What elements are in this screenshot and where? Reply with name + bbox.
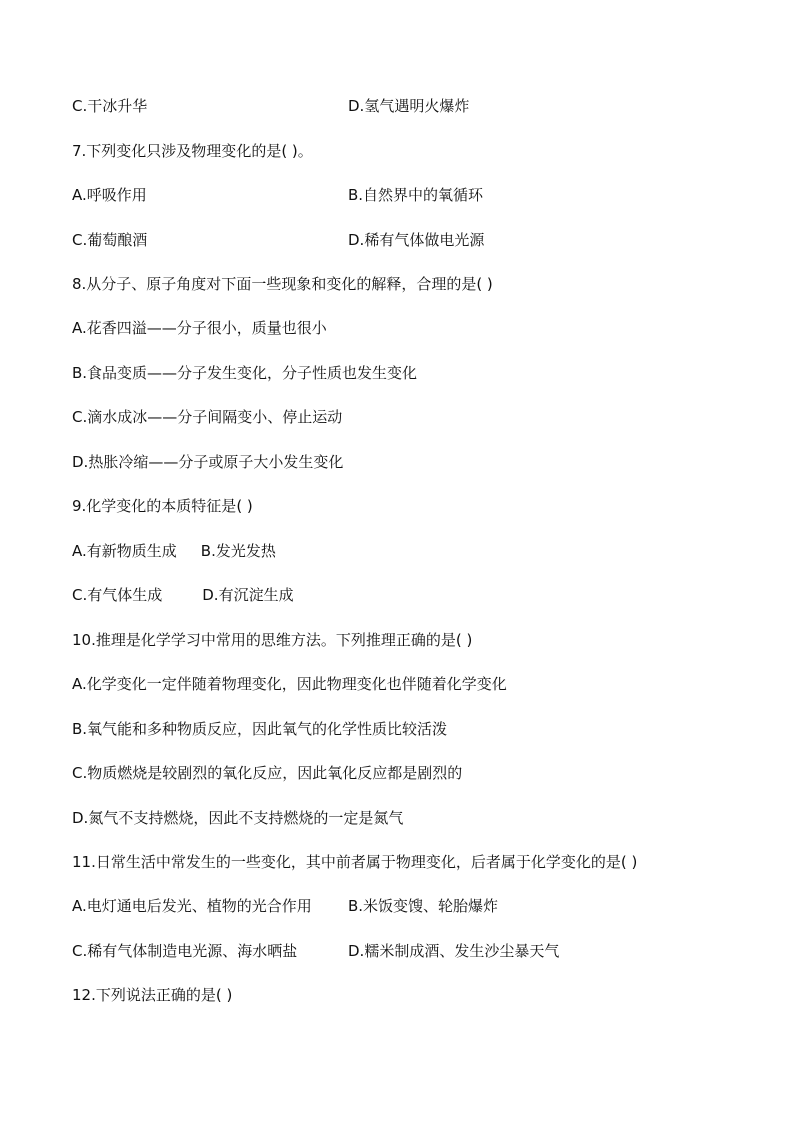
q9-option-c: C.有气体生成 xyxy=(72,586,163,604)
q10-option-b: B.氧气能和多种物质反应，因此氧气的化学性质比较活泼 xyxy=(72,720,448,738)
q7-option-b: B.自然界中的氧循环 xyxy=(348,186,484,204)
q12-stem: 12.下列说法正确的是( ) xyxy=(72,986,233,1004)
q8-option-d: D.热胀冷缩——分子或原子大小发生变化 xyxy=(72,453,344,471)
q8-stem: 8.从分子、原子角度对下面一些现象和变化的解释，合理的是( ) xyxy=(72,275,493,293)
q9-option-b: B.发光发热 xyxy=(200,542,276,560)
q11-option-c: C.稀有气体制造电光源、海水晒盐 xyxy=(72,942,298,960)
q6-option-d: D.氢气遇明火爆炸 xyxy=(348,97,470,115)
q7-stem: 7.下列变化只涉及物理变化的是( )。 xyxy=(72,142,313,160)
q10-option-c: C.物质燃烧是较剧烈的氧化反应，因此氧化反应都是剧烈的 xyxy=(72,764,463,782)
q10-option-a: A.化学变化一定伴随着物理变化，因此物理变化也伴随着化学变化 xyxy=(72,675,507,693)
q8-option-a: A.花香四溢——分子很小，质量也很小 xyxy=(72,319,327,337)
q9-option-a: A.有新物质生成 xyxy=(72,542,177,560)
q11-option-a: A.电灯通电后发光、植物的光合作用 xyxy=(72,897,312,915)
q10-option-d: D.氮气不支持燃烧，因此不支持燃烧的一定是氮气 xyxy=(72,809,404,827)
q6-option-c: C.干冰升华 xyxy=(72,97,148,115)
q11-stem: 11.日常生活中常发生的一些变化，其中前者属于物理变化，后者属于化学变化的是( ) xyxy=(72,853,638,871)
q11-option-b: B.米饭变馊、轮胎爆炸 xyxy=(348,897,499,915)
q9-options-row-1 xyxy=(72,541,276,561)
q7-option-c: C.葡萄酿酒 xyxy=(72,231,148,249)
q9-options-row-2 xyxy=(72,585,294,605)
q9-stem: 9.化学变化的本质特征是( ) xyxy=(72,497,253,515)
q7-option-a: A.呼吸作用 xyxy=(72,186,147,204)
q7-option-d: D.稀有气体做电光源 xyxy=(348,231,485,249)
q10-stem: 10.推理是化学学习中常用的思维方法。下列推理正确的是( ) xyxy=(72,631,473,649)
q11-option-d: D.糯米制成酒、发生沙尘暴天气 xyxy=(348,942,560,960)
q8-option-b: B.食品变质——分子发生变化，分子性质也发生变化 xyxy=(72,364,418,382)
q8-option-c: C.滴水成冰——分子间隔变小、停止运动 xyxy=(72,408,343,426)
q9-option-d: D.有沉淀生成 xyxy=(202,586,294,604)
